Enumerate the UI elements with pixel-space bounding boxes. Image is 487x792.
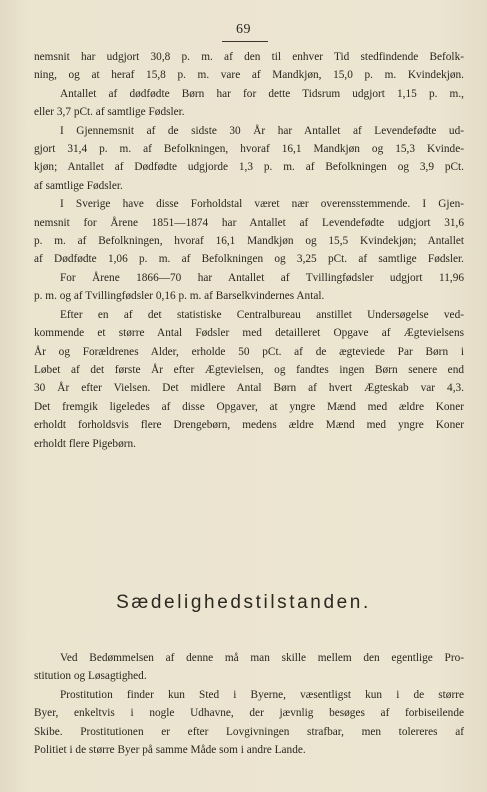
text-line: nemsnit for Årene 1851—1874 har Antallet af Levendefødte udgjort 31,6 <box>34 216 464 229</box>
section-one-text <box>34 48 464 453</box>
text-line: 30 År efter Vielsen. Det midlere Antal Børn af hvert Ægteskab var 4,3. <box>34 382 464 395</box>
page-number-rule <box>222 41 268 42</box>
text-line: Løbet af det første År efter Ægtevielsen, og fandtes ingen Børn senere end <box>34 363 464 376</box>
section-two-text <box>34 649 464 759</box>
text-line: I Sverige have disse Forholdstal været nær overensstemmende. I Gjen- <box>60 198 464 211</box>
text-line: p. m. og af Tvillingfødsler 0,16 p. m. af Barselkvindernes Antal. <box>34 290 325 303</box>
text-line: nemsnit har udgjort 30,8 p. m. af den til enhver Tid stedfindende Befolk- <box>34 51 464 63</box>
text-line: Ved Bedømmelsen af denne må man skille mellem den egentlige Pro- <box>60 652 464 664</box>
text-line: gjort 31,4 p. m. af Befolkningen, hvoraf 16,1 Mandkjøn og 15,3 Kvinde- <box>34 143 464 156</box>
text-line: År og Forældrenes Alder, erholde 50 pCt. af de ægteviede Par Børn i <box>34 345 464 358</box>
section-heading: Sædelighedstilstanden. <box>116 592 371 613</box>
text-line: Politiet i de større Byer på samme Måde som i andre Lande. <box>34 744 306 757</box>
text-line: kjøn; Antallet af Dødfødte udgjorde 1,3 p. m. af Befolkningen og 3,9 pCt. <box>34 161 464 174</box>
text-line: For Årene 1866—70 har Antallet af Tvillingfødsler udgjort 11,96 <box>60 271 464 284</box>
page-number: 69 <box>236 22 251 37</box>
text-line: kommende et større Antal Fødsler med detailleret Opgave af Ægtevielsens <box>34 327 464 340</box>
text-line: Antallet af dødfødte Børn har for dette Tidsrum udgjort 1,15 p. m., <box>60 87 464 100</box>
text-line: af samtlige Fødsler. <box>34 179 123 192</box>
text-line: erholdt flere Pigebørn. <box>34 437 136 450</box>
text-line: Prostitution finder kun Sted i Byerne, væsentligst kun i de større <box>60 688 464 701</box>
text-line: Byer, enkeltvis i nogle Udhavne, der jævnlig besøges af forbiseilende <box>34 707 464 720</box>
text-line: Skibe. Prostitutionen er efter Lovgivningen strafbar, men tolereres af <box>34 725 464 738</box>
text-line: stitution og Løsagtighed. <box>34 670 147 683</box>
text-line: Efter en af det statistiske Centralbureau anstillet Undersøgelse ved- <box>60 308 464 321</box>
text-line: Det fremgik ligeledes af disse Opgaver, at yngre Mænd med ældre Koner <box>34 400 464 413</box>
text-line: ning, og at heraf 15,8 p. m. vare af Mandkjøn, 15,0 p. m. Kvindekjøn. <box>34 69 464 82</box>
text-line: af Dødfødte 1,06 p. m. af Befolkningen og 3,25 pCt. af samtlige Fødsler. <box>34 253 464 266</box>
text-line: p. m. af Befolkningen, hvoraf 16,1 Mandkjøn og 15,5 Kvindekjøn; Antallet <box>34 235 464 248</box>
text-line: I Gjennemsnit af de sidste 30 År har Antallet af Levendefødte ud- <box>60 124 464 137</box>
text-line: erholdt forholdsvis flere Drengebørn, medens ældre Mænd med yngre Koner <box>34 419 464 432</box>
text-line: eller 3,7 pCt. af samtlige Fødsler. <box>34 106 185 119</box>
